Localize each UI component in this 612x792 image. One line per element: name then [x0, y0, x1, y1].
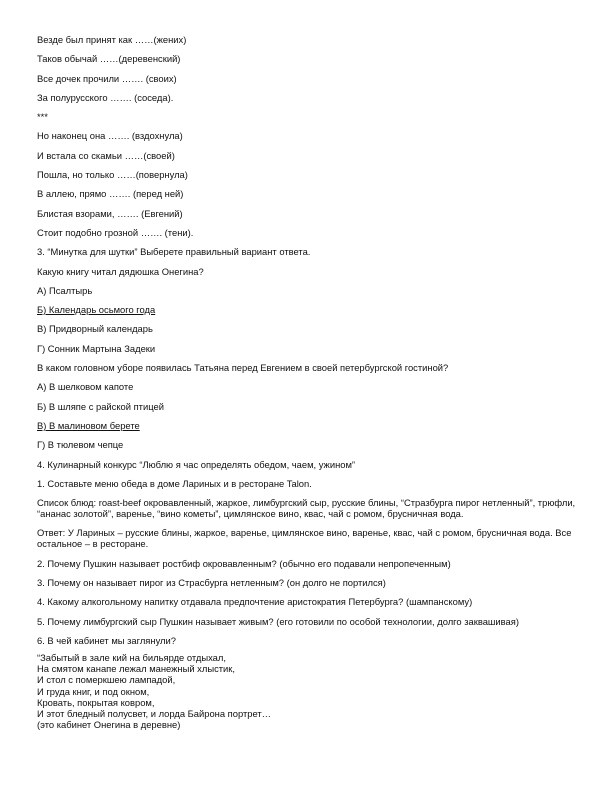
- text-line: За полурусского ……. (соседа).: [37, 91, 174, 103]
- document-page: [37, 34, 577, 730]
- question: 2. Почему Пушкин называет ростбиф окровавленным? (обычно его подавали непропеченным): [37, 557, 451, 569]
- answer-option: Г) Сонник Мартына Задеки: [37, 342, 156, 354]
- stanza-2: [37, 130, 577, 237]
- text-line: Пошла, но только ……(повернула): [37, 169, 188, 181]
- section-4: [37, 459, 577, 646]
- poem-line: Кровать, покрытая ковром,: [37, 696, 155, 708]
- poem-line: “Забытый в зале кий на бильярде отдыхал,: [37, 651, 226, 663]
- text-line: Все дочек прочили ……. (своих): [37, 72, 177, 84]
- poem-line: На смятом канапе лежал манежный хлыстик,: [37, 663, 235, 675]
- answer-option: А) В шелковом капоте: [37, 381, 134, 393]
- answer-option: Г) В тюлевом чепце: [37, 439, 124, 451]
- question: 4. Какому алкогольному напитку отдавала предпочтение аристократия Петербурга? (шампанскому): [37, 596, 473, 608]
- question: 3. Почему он называет пирог из Страсбурга нетленным? (он долго не портился): [37, 577, 386, 589]
- answer-text: Ответ: У Лариных – русские блины, жаркое, варенье, цимлянское вино, варенье, квас, чай с ромом, брусничная вода. Все остальное – в ресторане.: [37, 527, 572, 550]
- text-line: Таков обычай ……(деревенский): [37, 53, 181, 65]
- poem-line: И груда книг, и под окном,: [37, 685, 150, 697]
- answer-option: В) Придворный календарь: [37, 323, 153, 335]
- poem-line: И стол с померкшею лампадой,: [37, 674, 176, 686]
- text-line: Но наконец она ……. (вздохнула): [37, 130, 183, 142]
- text-line: И встала со скамьи ……(своей): [37, 149, 175, 161]
- poem-quote: [37, 652, 577, 730]
- question: 5. Почему лимбургский сыр Пушкин называет живым? (его готовили по особой технологии, долго заквашивая): [37, 615, 519, 627]
- text-line: Везде был принят как ……(жених): [37, 34, 187, 45]
- poem-line: И этот бледный полусвет, и лорда Байрона портрет…: [37, 707, 272, 719]
- stanza-1: [37, 34, 577, 103]
- answer-option-correct: Б) Календарь осьмого года: [37, 304, 156, 316]
- answer-option: А) Псалтырь: [37, 284, 93, 296]
- dish-list: Список блюд: roast-beef окровавленный, жаркое, лимбургский сыр, русские блины, “Стразбурга пирог нетленный”, трюфли, “ананас золотой”, варенье, “вино кометы”, цимлянское вино, квас, чай с ромом, брусничная вода.: [37, 497, 576, 520]
- task: 1. Составьте меню обеда в доме Лариных и в ресторане Talon.: [37, 477, 312, 489]
- text-line: Стоит подобно грозной ……. (тени).: [37, 226, 194, 238]
- text-line: Блистая взорами, ……. (Евгений): [37, 207, 183, 219]
- question: В каком головном уборе появилась Татьяна перед Евгением в своей петербургской гостиной?: [37, 362, 449, 374]
- answer-option-correct: В) В малиновом берете: [37, 419, 140, 431]
- text-line: В аллею, прямо ……. (перед ней): [37, 188, 184, 200]
- section-heading: 3. “Минутка для шутки” Выберете правильный вариант ответа.: [37, 246, 311, 258]
- separator: ***: [37, 111, 48, 123]
- answer-option: Б) В шляпе с райской птицей: [37, 400, 164, 412]
- section-3: [37, 246, 577, 450]
- question: Какую книгу читал дядюшка Онегина?: [37, 265, 204, 277]
- poem-answer: (это кабинет Онегина в деревне): [37, 719, 181, 731]
- question: 6. В чей кабинет мы заглянули?: [37, 634, 176, 646]
- section-heading: 4. Кулинарный конкурс “Люблю я час определять обедом, чаем, ужином”: [37, 458, 356, 470]
